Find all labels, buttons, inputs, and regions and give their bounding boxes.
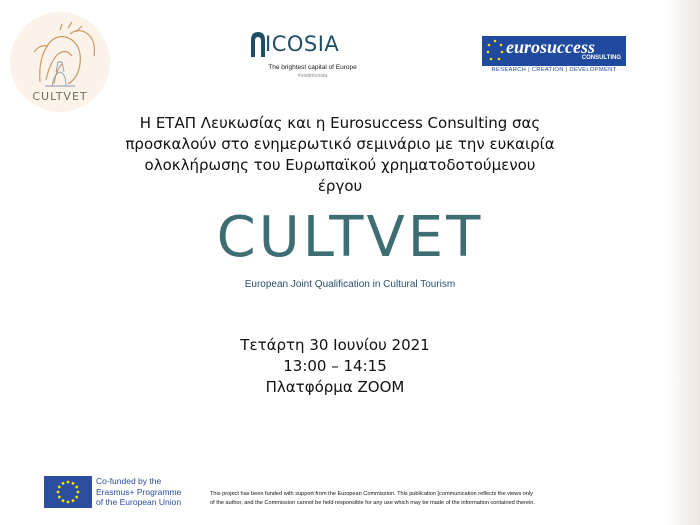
cultvet-logo-text: CULTVET [32,90,88,103]
cofunded-line: of the European Union [96,497,182,507]
nicosia-wordmark: ICOSIA [265,32,340,56]
nicosia-logo [250,28,370,88]
eurosuccess-logo [482,36,626,76]
cofunded-line: Co-funded by the [96,476,162,486]
event-time: 13:00 – 14:15 [283,357,387,375]
project-subtitle: European Joint Qualification in Cultural Tourism [244,279,456,290]
funding-disclaimer [210,490,650,508]
disclaimer-line: of the author, and the Commission cannot be held responsible for any use which may be made of the information contained therein. [210,500,535,506]
project-title: CULTVET [216,205,484,270]
eurosuccess-wordmark: eurosuccess [506,37,595,57]
event-platform: Πλατφόρμα ZOOM [265,378,405,396]
invitation-line: έργου [317,177,363,195]
cofunded-label [96,476,206,508]
disclaimer-line: This project has been funded with support from the European Commission. This publication [communication reflects the views only [210,491,533,497]
eurosuccess-tagline: RESEARCH | CREATION | DEVELOPMENT [491,67,617,73]
eu-stars-icon [44,476,92,508]
page-edge-shading [666,0,700,525]
nicosia-tagline: The brightest capital of Europe [268,64,357,71]
invitation-text [100,113,580,197]
event-details [185,335,485,398]
invitation-line: ολοκλήρωσης του Ευρωπαϊκού χρηματοδοτούμενου [144,156,536,174]
invitation-line: προσκαλούν στο ενημερωτικό σεμινάριο με την ευκαιρία [125,135,555,153]
eurosuccess-consulting-label: CONSULTING [581,55,621,61]
event-date: Τετάρτη 30 Ιουνίου 2021 [240,336,430,354]
eurosuccess-banner [482,36,626,66]
cultvet-logo [10,12,110,112]
nicosia-hashtag: #visitnicosia [297,73,328,79]
nicosia-arch-icon [250,31,266,57]
invitation-line: Η ΕΤΑΠ Λευκωσίας και η Eurosuccess Consulting σας [139,114,541,132]
eu-flag-icon [44,476,92,508]
eurosuccess-star-icon [484,37,506,65]
cofunded-line: Erasmus+ Programme [96,486,182,497]
